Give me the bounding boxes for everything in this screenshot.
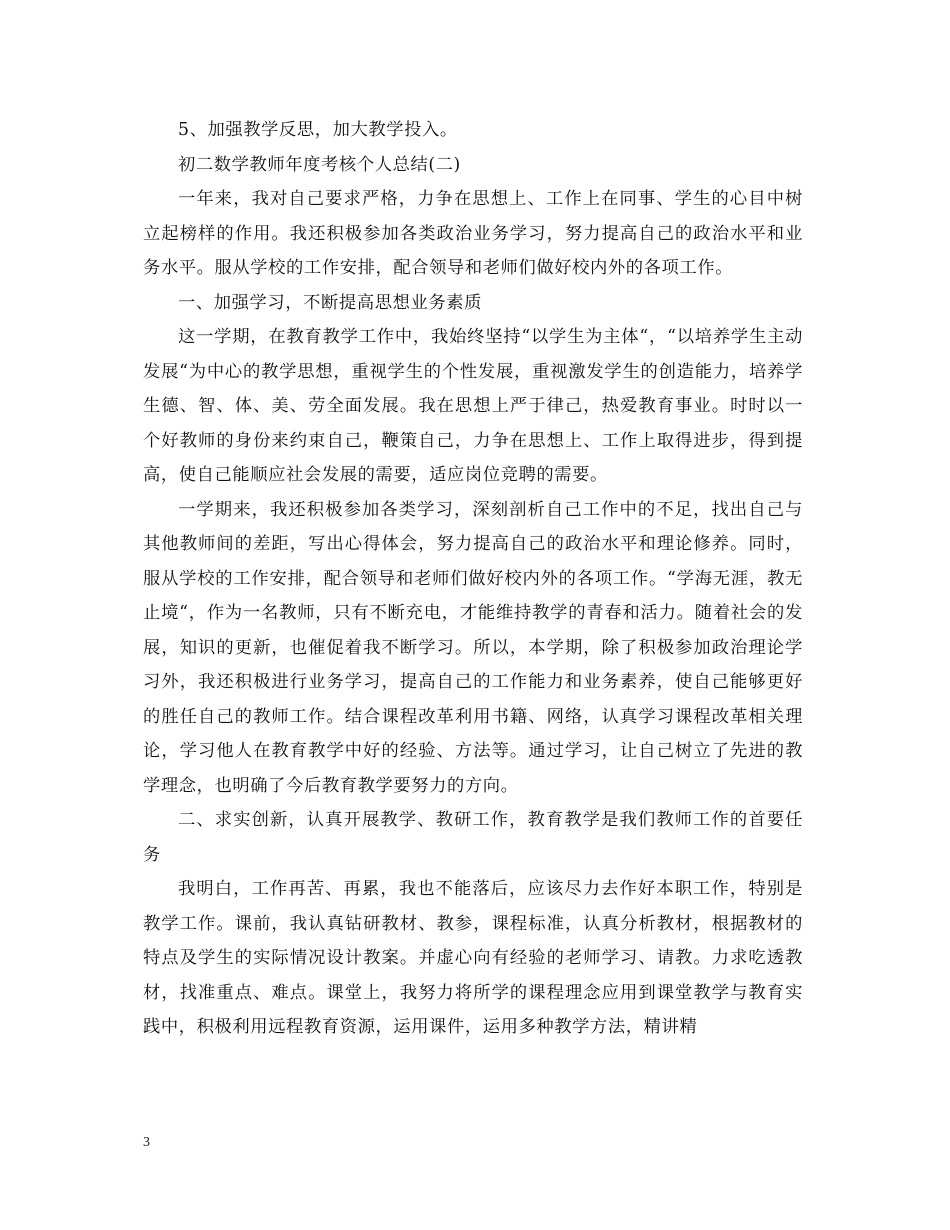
section-title: 初二数学教师年度考核个人总结(二) xyxy=(178,154,461,175)
paragraph-teaching-work: 我明白，工作再苦、再累，我也不能落后，应该尽力去作好本职工作，特别是教学工作。课前，我认真钻研教材、教参，课程标准，认真分析教材，根据教材的特点及学生的实际情况设计教案。并虚心向有经验的老师学习、请教。力求吃透教材，找准重点、难点。课堂上，我努力将所学的课程理念应用到课堂教学与教育实践中，积极利用远程教育资源，运用课件，运用多种教学方法，精讲精 xyxy=(143,879,803,1037)
section-heading-two: 二、求实创新，认真开展教学、教研工作，教育教学是我们教师工作的首要任务 xyxy=(143,810,803,865)
paragraph-item-reflection: 5、加强教学反思，加大教学投入。 xyxy=(178,120,458,140)
paragraph-teaching-philosophy: 这一学期，在教育教学工作中，我始终坚持“以学生为主体“，“以培养学生主动发展“为中心的教学思想，重视学生的个性发展，重视激发学生的创造能力，培养学生德、智、体、美、劳全面发展。我在思想上严于律己，热爱教育事业。时时以一个好教师的身份来约束自己，鞭策自己，力争在思想上、工作上取得进步，得到提高，使自己能顺应社会发展的需要，适应岗位竞聘的需要。 xyxy=(143,327,803,485)
paragraph-study: 一学期来，我还积极参加各类学习，深刻剖析自己工作中的不足，找出自己与其他教师间的差距，写出心得体会，努力提高自己的政治水平和理论修养。同时，服从学校的工作安排，配合领导和老师们做好校内外的各项工作。“学海无涯，教无止境“，作为一名教师，只有不断充电，才能维持教学的青春和活力。随着社会的发展，知识的更新，也催促着我不断学习。所以，本学期，除了积极参加政治理论学习外，我还积极进行业务学习，提高自己的工作能力和业务素养，使自己能够更好的胜任自己的教师工作。结合课程改革利用书籍、网络，认真学习课程改革相关理论，学习他人在教育教学中好的经验、方法等。通过学习，让自己树立了先进的教学理念，也明确了今后教育教学要努力的方向。 xyxy=(143,499,803,796)
document-body xyxy=(143,113,803,1045)
section-heading-one: 一、加强学习，不断提高思想业务素质 xyxy=(178,292,482,313)
page-number: 3 xyxy=(143,1135,150,1150)
paragraph-intro: 一年来，我对自己要求严格，力争在思想上、工作上在同事、学生的心目中树立起榜样的作用。我还积极参加各类政治业务学习，努力提高自己的政治水平和业务水平。服从学校的工作安排，配合领导和老师们做好校内外的各项工作。 xyxy=(143,189,803,278)
